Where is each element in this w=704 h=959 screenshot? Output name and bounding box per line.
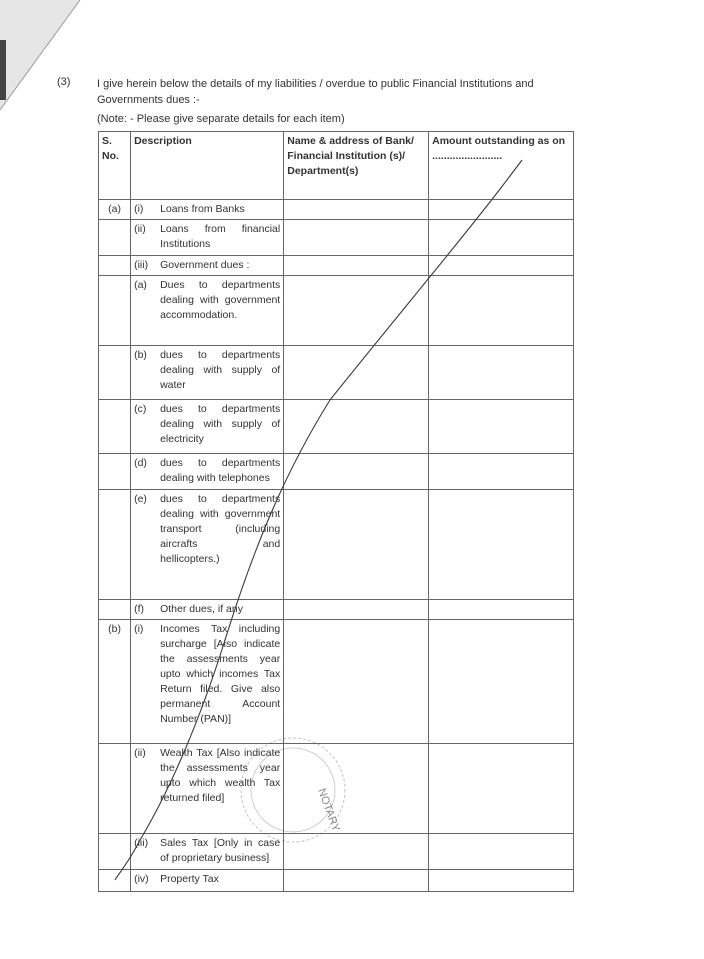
row-description [131, 400, 284, 454]
row-label: (ii) [134, 747, 146, 759]
row-label: (c) [134, 403, 147, 415]
row-text: Incomes Tax including surcharge [Also indicate the assessments year upto which incomes Tax Return filed. Give also permanent Account Number (PAN)] [160, 623, 281, 725]
row-sno: (b) [99, 620, 131, 744]
row-description [131, 870, 284, 892]
row-sno [99, 744, 131, 834]
row-label: (f) [134, 603, 144, 615]
row-description [131, 220, 284, 256]
table-row [99, 834, 574, 870]
row-sno: (a) [99, 200, 131, 220]
row-name-cell[interactable] [284, 620, 429, 744]
row-label: (iii) [134, 259, 149, 271]
paragraph-text: I give herein below the details of my liabilities / overdue to public Financial Institutions and Governments dues :- [97, 78, 534, 106]
row-sno [99, 276, 131, 346]
row-description [131, 620, 284, 744]
table-row [99, 200, 574, 220]
table-row [99, 490, 574, 600]
row-amount-cell[interactable] [429, 400, 574, 454]
row-description [131, 256, 284, 276]
row-text: Dues to departments dealing with government accommodation. [160, 279, 281, 321]
row-name-cell[interactable] [284, 276, 429, 346]
row-text: Other dues, if any [160, 603, 243, 615]
row-text: Property Tax [160, 873, 219, 885]
row-description [131, 276, 284, 346]
row-amount-cell[interactable] [429, 620, 574, 744]
table-row [99, 220, 574, 256]
page-fold-corner [0, 0, 90, 120]
row-text: Loans from Banks [160, 203, 245, 215]
row-text: dues to departments dealing with government transport (including aircrafts and hellicopters.) [160, 493, 281, 565]
row-sno [99, 400, 131, 454]
table-header-row [99, 132, 574, 200]
row-name-cell[interactable] [284, 744, 429, 834]
table-row [99, 454, 574, 490]
row-label: (iii) [134, 837, 149, 849]
row-label: (iv) [134, 873, 149, 885]
row-label: (ii) [134, 223, 146, 235]
row-amount-cell[interactable] [429, 454, 574, 490]
row-sno [99, 490, 131, 600]
row-label: (i) [134, 623, 144, 635]
row-amount-cell[interactable] [429, 200, 574, 220]
row-name-cell[interactable] [284, 870, 429, 892]
row-name-cell[interactable] [284, 490, 429, 600]
row-sno [99, 834, 131, 870]
row-sno [99, 346, 131, 400]
row-label: (d) [134, 457, 147, 469]
header-amount: Amount outstanding as on ........................ [429, 132, 574, 200]
row-text: Government dues : [160, 259, 250, 271]
row-amount-cell[interactable] [429, 256, 574, 276]
row-text: dues to departments dealing with telephones [160, 457, 281, 484]
row-description [131, 600, 284, 620]
row-description [131, 454, 284, 490]
header-sno: S. No. [99, 132, 131, 200]
row-amount-cell[interactable] [429, 870, 574, 892]
row-sno [99, 870, 131, 892]
row-description [131, 834, 284, 870]
row-name-cell[interactable] [284, 600, 429, 620]
row-amount-cell[interactable] [429, 220, 574, 256]
row-amount-cell[interactable] [429, 600, 574, 620]
table-row [99, 744, 574, 834]
row-text: dues to departments dealing with supply of electricity [160, 403, 281, 445]
row-name-cell[interactable] [284, 400, 429, 454]
row-description [131, 744, 284, 834]
row-name-cell[interactable] [284, 220, 429, 256]
row-amount-cell[interactable] [429, 490, 574, 600]
table-row [99, 620, 574, 744]
row-text: dues to departments dealing with supply of water [160, 349, 281, 391]
header-name-address: Name & address of Bank/ Financial Institution (s)/ Department(s) [284, 132, 429, 200]
row-description [131, 200, 284, 220]
note-text: (Note: - Please give separate details for each item) [97, 113, 345, 125]
table-row [99, 256, 574, 276]
table-row [99, 600, 574, 620]
row-label: (e) [134, 493, 147, 505]
row-label: (i) [134, 203, 144, 215]
row-name-cell[interactable] [284, 256, 429, 276]
paragraph-number: (3) [57, 76, 71, 88]
row-sno [99, 256, 131, 276]
table-row [99, 346, 574, 400]
row-sno [99, 220, 131, 256]
row-amount-cell[interactable] [429, 744, 574, 834]
row-label: (b) [134, 349, 147, 361]
table-row [99, 276, 574, 346]
row-description [131, 490, 284, 600]
table-row [99, 870, 574, 892]
notary-stamp-text: NOTARY [315, 786, 342, 834]
row-name-cell[interactable] [284, 834, 429, 870]
row-sno [99, 454, 131, 490]
row-label: (a) [134, 279, 147, 291]
liabilities-table [98, 131, 574, 892]
table-row [99, 400, 574, 454]
row-text: Loans from financial Institutions [160, 223, 281, 250]
row-text: Sales Tax [Only in case of proprietary business] [160, 837, 281, 864]
row-amount-cell[interactable] [429, 834, 574, 870]
row-amount-cell[interactable] [429, 276, 574, 346]
row-name-cell[interactable] [284, 454, 429, 490]
row-name-cell[interactable] [284, 200, 429, 220]
row-description [131, 346, 284, 400]
row-name-cell[interactable] [284, 346, 429, 400]
row-text: Wealth Tax [Also indicate the assessments year upto which wealth Tax returned filed] [160, 747, 281, 804]
row-sno [99, 600, 131, 620]
header-description: Description [131, 132, 284, 200]
row-amount-cell[interactable] [429, 346, 574, 400]
